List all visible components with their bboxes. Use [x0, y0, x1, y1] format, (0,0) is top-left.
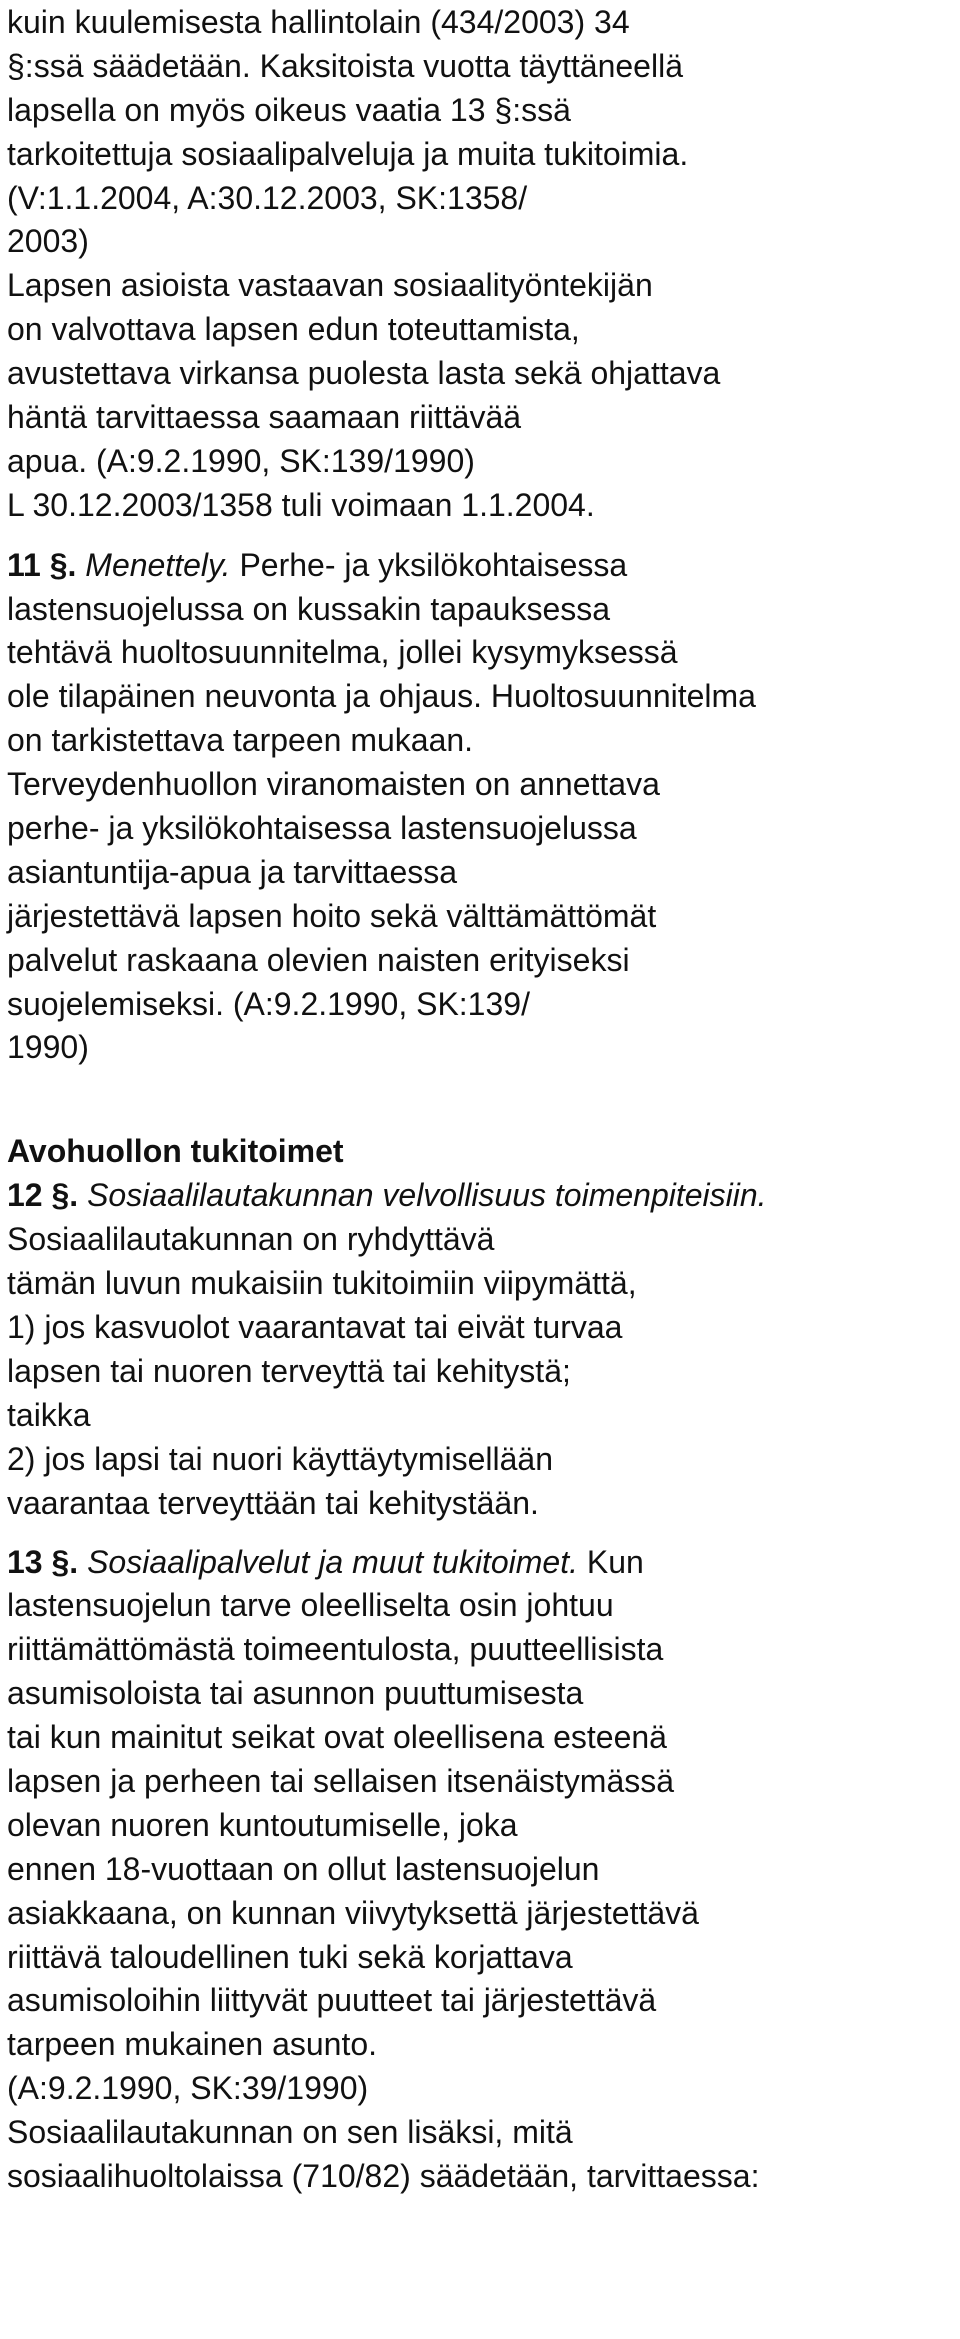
- text-line: L 30.12.2003/1358 tuli voimaan 1.1.2004.: [7, 486, 595, 523]
- text-line: on valvottava lapsen edun toteuttamista,: [7, 311, 580, 348]
- spacer: [7, 1070, 960, 1130]
- text-line: suojelemiseksi. (A:9.2.1990, SK:139/: [7, 985, 530, 1022]
- text-line: ennen 18-vuottaan on ollut lastensuojelun: [7, 1850, 600, 1887]
- text-line: lapsen tai nuoren terveyttä tai kehitystä;: [7, 1352, 571, 1389]
- text-line: palvelut raskaana olevien naisten erityiseksi: [7, 941, 630, 978]
- text-line: lastensuojelussa on kussakin tapauksessa: [7, 590, 611, 627]
- section-11-first-line: [7, 544, 960, 588]
- text-line: olevan nuoren kuntoutumiselle, joka: [7, 1806, 518, 1843]
- text-line: Sosiaalilautakunnan on ryhdyttävä: [7, 1221, 495, 1258]
- text-line: §:ssä säädetään. Kaksitoista vuotta täyttäneellä: [7, 47, 683, 84]
- text-line: 1) jos kasvuolot vaarantavat tai eivät turvaa: [7, 1309, 623, 1346]
- text-line: kuin kuulemisesta hallintolain (434/2003) 34: [7, 4, 630, 40]
- text-line: riittämättömästä toimeentulosta, puutteellisista: [7, 1631, 664, 1668]
- section-number: 11 §.: [7, 546, 77, 583]
- section-12: [7, 1174, 960, 1525]
- text-line: vaarantaa terveyttään tai kehitystään.: [7, 1484, 539, 1521]
- text-line: asumisoloista tai asunnon puuttumisesta: [7, 1675, 584, 1712]
- section-13: [7, 1541, 960, 2199]
- text-line: sosiaalihuoltolaissa (710/82) säädetään, tarvittaessa:: [7, 2157, 760, 2194]
- section-12-first-line: [7, 1174, 960, 1218]
- text-line: (V:1.1.2004, A:30.12.2003, SK:1358/: [7, 179, 528, 216]
- text-line: 2003): [7, 223, 89, 260]
- text-fragment: Kun: [586, 1543, 644, 1580]
- text-line: lapsen ja perheen tai sellaisen itsenäistymässä: [7, 1762, 675, 1799]
- text-line: 1990): [7, 1029, 89, 1066]
- text-line: tai kun mainitut seikat ovat oleellisena esteenä: [7, 1719, 667, 1756]
- text-line: asiantuntija-apua ja tarvittaessa: [7, 853, 458, 890]
- text-line: tarpeen mukainen asunto.: [7, 2026, 378, 2063]
- section-13-first-line: [7, 1541, 960, 1585]
- block1-paragraph: [7, 1, 960, 528]
- text-line: on tarkistettava tarpeen mukaan.: [7, 722, 474, 759]
- text-line: Sosiaalilautakunnan on sen lisäksi, mitä: [7, 2114, 573, 2151]
- section-11: [7, 544, 960, 1071]
- spacer: [7, 528, 960, 544]
- text-line: Terveydenhuollon viranomaisten on annettava: [7, 766, 660, 803]
- text-line: ole tilapäinen neuvonta ja ohjaus. Huoltosuunnitelma: [7, 678, 756, 715]
- section-number: 13 §.: [7, 1543, 79, 1580]
- section-title: Menettely.: [85, 546, 231, 583]
- text-line: riittävä taloudellinen tuki sekä korjattava: [7, 1938, 573, 1975]
- section-number: 12 §.: [7, 1177, 79, 1214]
- text-line: Lapsen asioista vastaavan sosiaalityöntekijän: [7, 267, 653, 304]
- section-title: Sosiaalipalvelut ja muut tukitoimet.: [87, 1543, 578, 1580]
- text-line: järjestettävä lapsen hoito sekä välttämättömät: [7, 897, 657, 934]
- text-line: asumisoloihin liittyvät puutteet tai järjestettävä: [7, 1982, 657, 2019]
- chapter-heading: Avohuollon tukitoimet: [7, 1133, 344, 1170]
- text-line: apua. (A:9.2.1990, SK:139/1990): [7, 442, 475, 479]
- text-fragment: Perhe- ja yksilökohtaisessa: [239, 546, 628, 583]
- text-line: taikka: [7, 1396, 91, 1433]
- text-line: (A:9.2.1990, SK:39/1990): [7, 2070, 369, 2107]
- text-line: lapsella on myös oikeus vaatia 13 §:ssä: [7, 91, 571, 128]
- text-line: häntä tarvittaessa saamaan riittävää: [7, 399, 522, 436]
- section-title: Sosiaalilautakunnan velvollisuus toimenpiteisiin.: [87, 1177, 767, 1214]
- text-line: avustettava virkansa puolesta lasta sekä ohjattava: [7, 355, 721, 392]
- text-line: perhe- ja yksilökohtaisessa lastensuojelussa: [7, 810, 637, 847]
- text-line: tehtävä huoltosuunnitelma, jollei kysymyksessä: [7, 634, 678, 671]
- spacer: [7, 1526, 960, 1541]
- text-line: tämän luvun mukaisiin tukitoimiin viipymättä,: [7, 1265, 637, 1302]
- text-line: tarkoitettuja sosiaalipalveluja ja muita tukitoimia.: [7, 135, 689, 172]
- text-line: lastensuojelun tarve oleelliselta osin johtuu: [7, 1587, 614, 1624]
- text-line: asiakkaana, on kunnan viivytyksettä järjestettävä: [7, 1894, 699, 1931]
- text-line: 2) jos lapsi tai nuori käyttäytymisellään: [7, 1440, 554, 1477]
